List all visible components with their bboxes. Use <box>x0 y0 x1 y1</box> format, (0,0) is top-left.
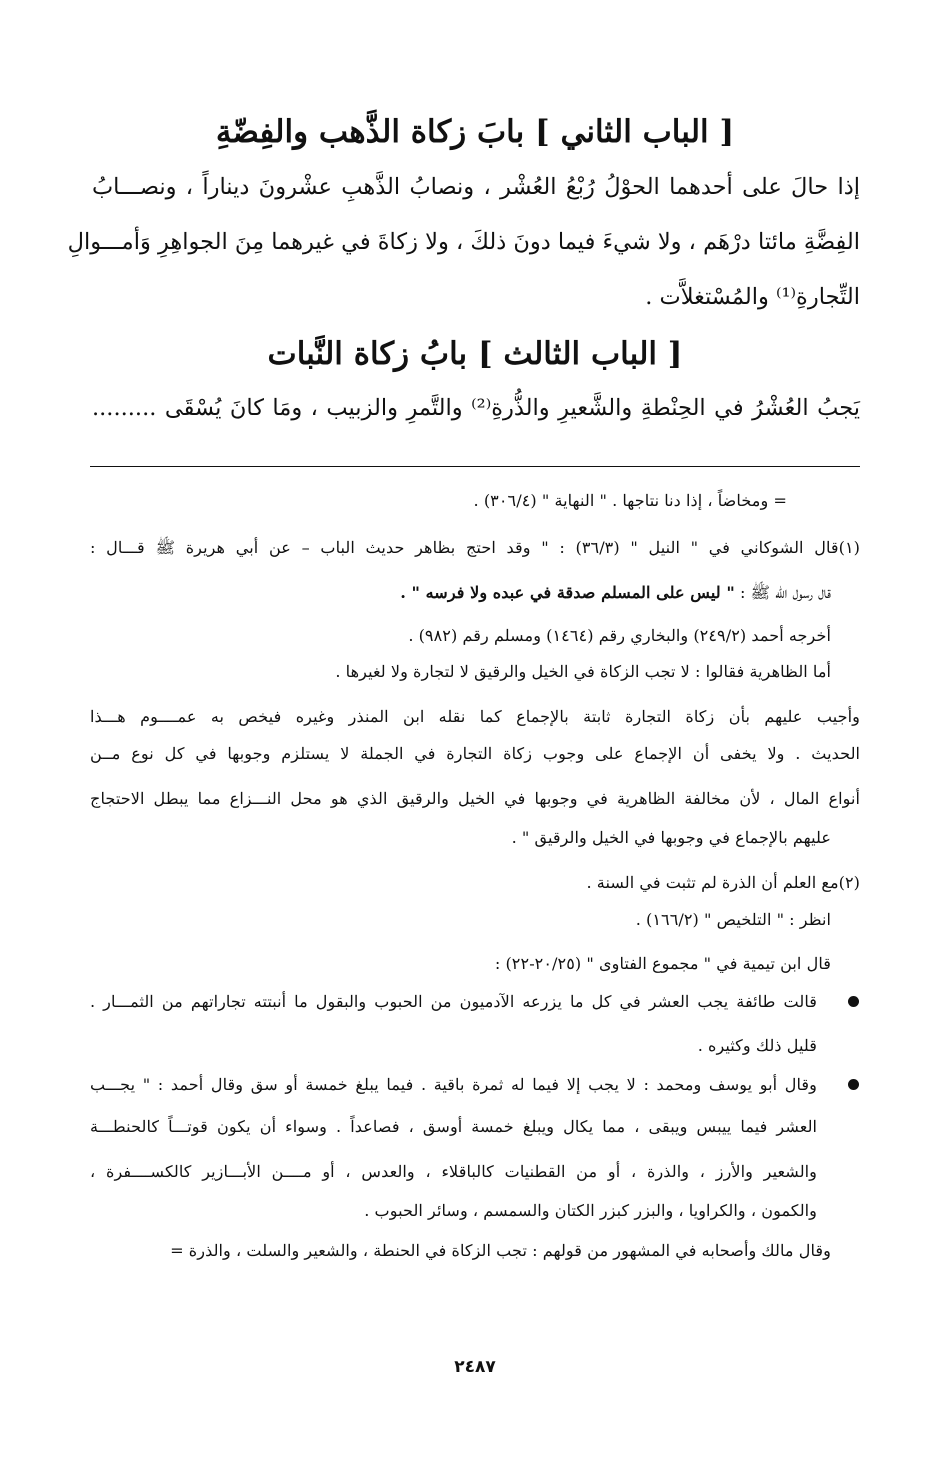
footnote-line: أنواع المال ، لأن مخالفة الظاهرية في وجوبها في الخيل والرقيق الذي هو محل النـــزاع مما يبطل الاحتجاج <box>90 789 860 808</box>
footnote-line: أما الظاهرية فقالوا : لا تجب الزكاة في الخيل والرقيق لا لتجارة ولا لغيرها . <box>335 662 831 681</box>
chapter-title-plants: [ الباب الثالث ] بابُ زكاة النَّبات <box>267 336 683 372</box>
footnote-line: الحديث . ولا يخفى أن الإجماع على وجوب زكاة التجارة في الجملة لا يستلزم وجوبها في كل نوع مــن <box>90 744 860 763</box>
footnote-line: وقال مالك وأصحابه في المشهور من قولهم : تجب الزكاة في الحنطة ، والشعير والسلت ، والذرة = <box>170 1241 831 1260</box>
page-number: ٢٤٨٧ <box>454 1357 496 1377</box>
footnote-line: عليهم بالإجماع في وجوبها في الخيل والرقيق " . <box>511 828 831 847</box>
footnote-bullet-line: قالت طائفة يجب العشر في كل ما يزرعه الآدميون من الحبوب والبقول ما أنبتته تجاراتهم من الثمـــار . <box>90 992 817 1011</box>
bullet-icon <box>848 1079 859 1090</box>
footnote-separator <box>90 466 860 467</box>
footnote-2-text: مع العلم أن الذرة لم تثبت في السنة . <box>586 873 839 892</box>
main-text-line: التِّجارةِ⁽¹⁾ والمُسْتغلاَّت . <box>645 284 860 310</box>
chapter-title-gold-silver: [ الباب الثاني ] بابَ زكاة الذَّهب والفِضّةِ <box>215 114 735 150</box>
footnote-line: انظر : " التلخيص " (١٦٦/٢) . <box>635 910 831 929</box>
footnote-continuation: = ومخاضاً ، إذا دنا نتاجها . " النهاية " (٣٠٦/٤) . <box>473 491 787 510</box>
footnote-1-text: قال الشوكاني في " النيل " (٣٦/٣) : " وقد احتج بظاهر حديث الباب – عن أبي هريرة ﷺ قـــال : <box>90 538 839 557</box>
main-text-line: إذا حالَ على أحدهما الحوْلُ رُبْعُ العُشْر ، ونصابُ الذَّهبِ عشْرونَ ديناراً ، ونصـــابُ <box>92 174 860 200</box>
footnote-2-first-line <box>90 870 860 896</box>
main-text-line: الفِضَّةِ مائتا درْهَم ، ولا شيءَ فيما دونَ ذلكَ ، ولا زكاةَ في غيرهما مِنَ الجواهِرِ وَأمـــوالِ <box>67 229 860 255</box>
footnote-bullet-line: العشر فيما ييبس ويبقى ، مما يكال ويبلغ خمسة أوسق ، فصاعداً . وسواء أن يكون قوتـــاً كالحنطـــة <box>90 1117 817 1136</box>
bullet-icon <box>848 996 859 1007</box>
footnote-bullet-line: قليل ذلك وكثيره . <box>697 1036 817 1055</box>
main-text-line: يَجبُ العُشْرُ في الحِنْطةِ والشَّعيرِ والذُّرةِ⁽²⁾ والتَّمرِ والزبيب ، ومَا كانَ يُسْقَى ......... <box>92 395 860 421</box>
footnote-2-label: (٢) <box>838 873 860 892</box>
footnote-bullet-line: والكمون ، والكراويا ، والبزر كبزر الكتان والسمسم ، وسائر الحبوب . <box>364 1201 817 1220</box>
footnote-1-first-line <box>90 535 860 561</box>
hadith-intro: قال رسول الله ﷺ : <box>734 583 831 602</box>
footnote-bullet-line: وقال أبو يوسف ومحمد : لا يجب إلا فيما له ثمرة باقية . فيما يبلغ خمسة أو سق وقال أحمد : " يجـــب <box>90 1075 817 1094</box>
footnote-line: أخرجه أحمد (٢٤٩/٢) والبخاري رقم (١٤٦٤) ومسلم رقم (٩٨٢) . <box>408 626 831 645</box>
footnote-1-label: (١) <box>838 538 860 557</box>
footnote-line: قال ابن تيمية في " مجموع الفتاوى " (٢٠/٢٥-٢٢) : <box>494 954 831 973</box>
footnote-line: وأجيب عليهم بأن زكاة التجارة ثابتة بالإجماع كما نقله ابن المنذر وغيره فيخص به عمــــوم هـــذا <box>90 707 860 726</box>
footnote-1-hadith-line <box>90 580 831 606</box>
footnote-bullet-line: والشعير والأرز ، والذرة ، أو من القطنيات كالباقلاء ، والعدس ، أو مــــن الأبـــازير كالكســــفرة ، <box>90 1162 817 1181</box>
hadith-text: " ليس على المسلم صدقة في عبده ولا فرسه " . <box>400 583 735 602</box>
